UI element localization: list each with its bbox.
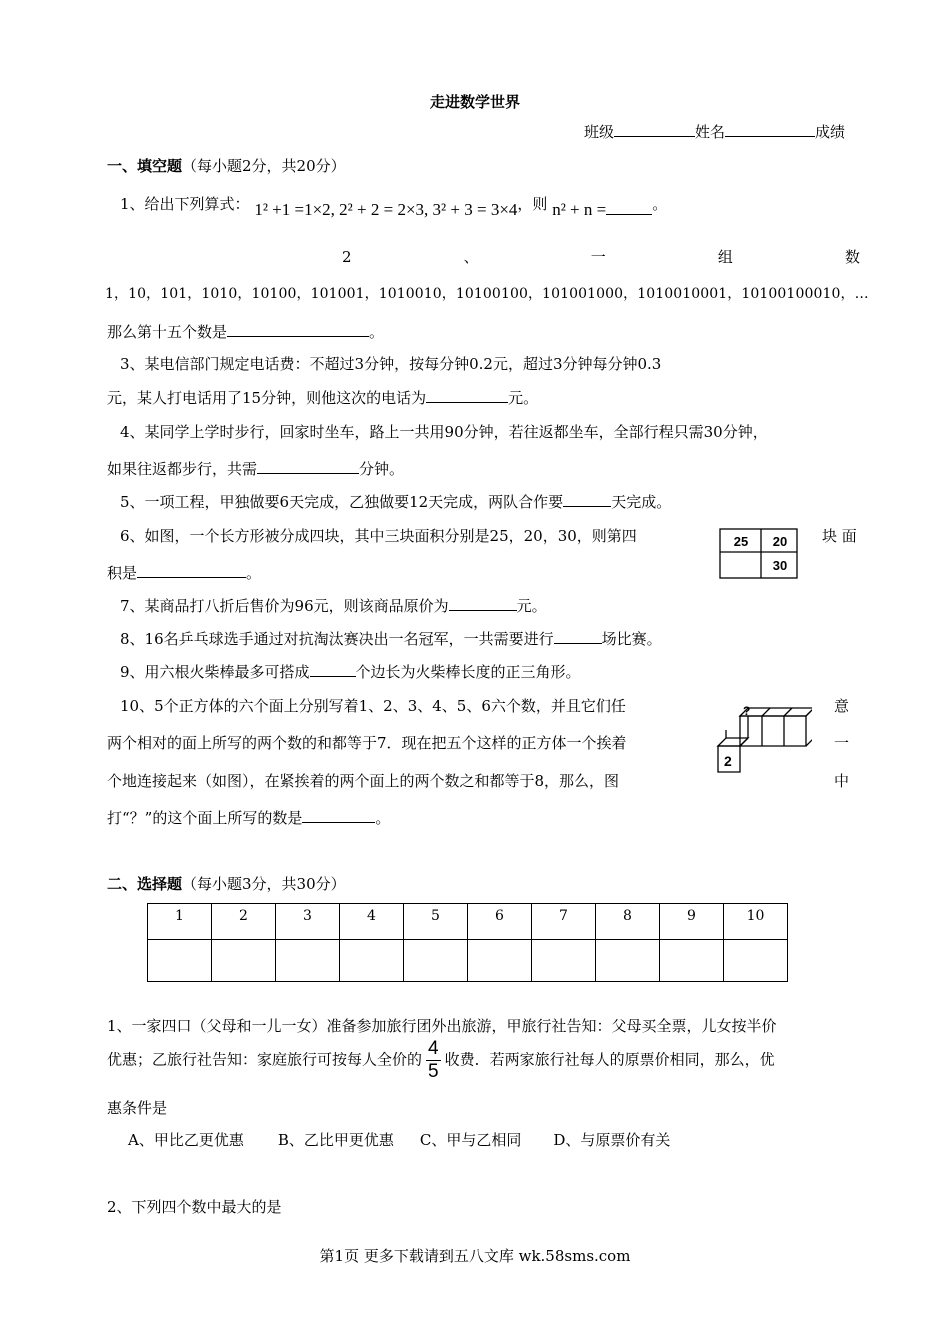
q8-text: 8、16名乒乓球选手通过对抗淘汰赛决出一名冠军，一共需要进行 [120,630,554,648]
page-title: 走进数学世界 [429,93,520,111]
answer-table-header: 2 [212,904,276,940]
answer-cell[interactable] [340,940,404,982]
answer-cell[interactable] [724,940,788,982]
q7-blank[interactable] [449,596,517,611]
q10-line2: 两个相对的面上所写的两个数的和都等于7．现在把五个这样的正方体一个挨着 [107,734,627,752]
section2-title: 二、选择题 [107,875,183,893]
answer-cell[interactable] [532,940,596,982]
q10-line3: 个地连接起来（如图），在紧挨着的两个面上的两个数之和都等于8，那么，图 [107,772,620,790]
q3-end: 元。 [508,389,539,407]
q2-token: 、 [463,248,479,266]
s2-q1-line3: 惠条件是 [107,1099,168,1117]
section1-title: 一、填空题 [107,157,183,175]
answer-table-header: 4 [340,904,404,940]
s2-q1-options [128,1130,670,1150]
q2-token: 数 [844,248,860,266]
q6-line2 [107,563,261,583]
q10-blank[interactable] [302,808,375,823]
answer-cell[interactable] [404,940,468,982]
q6-end: 。 [246,564,262,582]
q5-line [120,492,671,512]
q7-end: 元。 [516,597,547,615]
cubes-figure [712,700,812,780]
q2-token: 组 [717,248,733,266]
q2-ask-line [107,322,384,342]
q4-line1: 4、某同学上学时步行，回家时坐车，路上一共用90分钟，若往返都坐车，全部行程只需30分钟， [120,423,768,441]
q1-ask: n² + n = [552,200,607,219]
q9-text: 9、用六根火柴棒最多可搭成 [120,663,310,681]
q3-line1: 3、某电信部门规定电话费：不超过3分钟，按每分钟0.2元，超过3分钟每分钟0.3 [120,355,662,373]
q10-line1: 10、5个正方体的六个面上分别写着1、2、3、4、5、6六个数，并且它们任 [120,697,626,715]
q3-text: 元，某人打电话用了15分钟，则他这次的电话为 [107,389,427,407]
q7-text: 7、某商品打八折后售价为96元，则该商品原价为 [120,597,449,615]
class-label: 班级 [584,123,615,141]
q3-line2 [107,388,538,408]
option-a[interactable]: A、甲比乙更优惠 [128,1131,244,1149]
q3-blank[interactable] [426,388,508,403]
q6-blank[interactable] [137,563,246,578]
q8-end: 场比赛。 [601,630,662,648]
q9-line [120,662,581,682]
page-footer: 第1页 更多下载请到五八文库 wk.58sms.com [319,1247,631,1265]
area-cell: 25 [733,534,749,549]
q10-end: 。 [375,809,391,827]
answer-table [147,903,788,982]
q2-ask: 那么第十五个数是 [107,323,228,341]
q6-text: 积是 [107,564,138,582]
section2-note: （每小题3分，共30分） [182,875,346,893]
q10-line1-end: 意 [834,697,850,715]
q4-end: 分钟。 [359,460,405,478]
s2-q2-line: 2、下列四个数中最大的是 [107,1198,282,1216]
area-cell: 20 [772,534,788,549]
s2-q1-text-pre: 优惠；乙旅行社告知：家庭旅行可按每人全价的 [107,1050,423,1069]
q10-line2-end: 一 [834,734,850,752]
section1-heading [107,156,346,176]
class-blank[interactable] [614,122,695,137]
answer-cell[interactable] [148,940,212,982]
q1-fill [120,194,668,219]
q2-token: 2 [342,248,352,266]
q4-text: 如果往返都步行，共需 [107,460,258,478]
s2-q1-line2 [107,1038,775,1083]
answer-cell[interactable] [596,940,660,982]
q6-line1-end: 块 面 [822,527,857,545]
answer-table-header: 6 [468,904,532,940]
q2-end: 。 [369,323,385,341]
q9-blank[interactable] [310,662,356,677]
q4-line2 [107,459,404,479]
student-info-fields [584,122,845,142]
s2-q1-text-post: 收费．若两家旅行社每人的原票价相同，那么，优 [444,1050,775,1069]
q9-end: 个边长为火柴棒长度的正三角形。 [355,663,581,681]
q5-end: 天完成。 [611,493,672,511]
section1-note: （每小题2分，共20分） [182,157,346,175]
q8-line [120,629,662,649]
q7-line [120,596,547,616]
answer-cell[interactable] [276,940,340,982]
answer-table-input-row [148,940,788,982]
q2-token: 一 [590,248,606,266]
score-label: 成绩 [815,123,846,141]
section2-heading [107,874,346,894]
answer-table-header: 1 [148,904,212,940]
area-cell: 30 [772,558,788,573]
rectangle-area-figure [719,528,799,580]
four-fifths-fraction [426,1038,441,1083]
q1-end: 。 [652,195,668,213]
answer-cell[interactable] [212,940,276,982]
q5-blank[interactable] [563,492,611,507]
q1-prefix: 1、给出下列算式： [120,195,250,213]
answer-table-header: 3 [276,904,340,940]
answer-table-header: 10 [724,904,788,940]
answer-table-header: 5 [404,904,468,940]
s2-q1-line1: 1、一家四口（父母和一儿一女）准备参加旅行团外出旅游，甲旅行社告知：父母买全票，儿女按半价 [107,1017,777,1035]
fraction-numerator: 4 [428,1038,439,1059]
cube-front-label: 2 [724,753,732,769]
q8-blank[interactable] [554,629,602,644]
name-label: 姓名 [695,123,726,141]
answer-table-header-row [148,904,788,940]
answer-cell[interactable] [660,940,724,982]
answer-table-header: 8 [596,904,660,940]
option-b[interactable]: B、乙比甲更优惠 [277,1131,394,1149]
q4-blank[interactable] [257,459,359,474]
answer-table-header: 9 [660,904,724,940]
q5-text: 5、一项工程，甲独做要6天完成，乙独做要12天完成，两队合作要 [120,493,564,511]
q10-line3-end: 中 [834,772,850,790]
q2-spread-line [107,247,860,267]
cube-question-label: ? [743,704,751,718]
q10-line4 [107,808,390,828]
option-d[interactable]: D、与原票价有关 [553,1131,671,1149]
q6-line1: 6、如图，一个长方形被分成四块，其中三块面积分别是25，20，30，则第四 [120,527,637,545]
q1-then: ，则 [517,195,548,213]
name-blank[interactable] [725,122,815,137]
answer-cell[interactable] [468,940,532,982]
option-c[interactable]: C、甲与乙相同 [419,1131,522,1149]
q10-text: 打“？”的这个面上所写的数是 [107,809,303,827]
answer-table-header: 7 [532,904,596,940]
q2-sequence: 1，10，101，1010，10100，101001，1010010，10100100，101001000，1010010001，10100100010，… [105,286,869,302]
q1-blank[interactable] [606,200,652,215]
q1-formula: 1² +1 =1×2, 2² + 2 = 2×3, 3² + 3 = 3×4 [254,200,518,219]
fraction-denominator: 5 [428,1061,439,1082]
q2-blank[interactable] [227,322,369,337]
